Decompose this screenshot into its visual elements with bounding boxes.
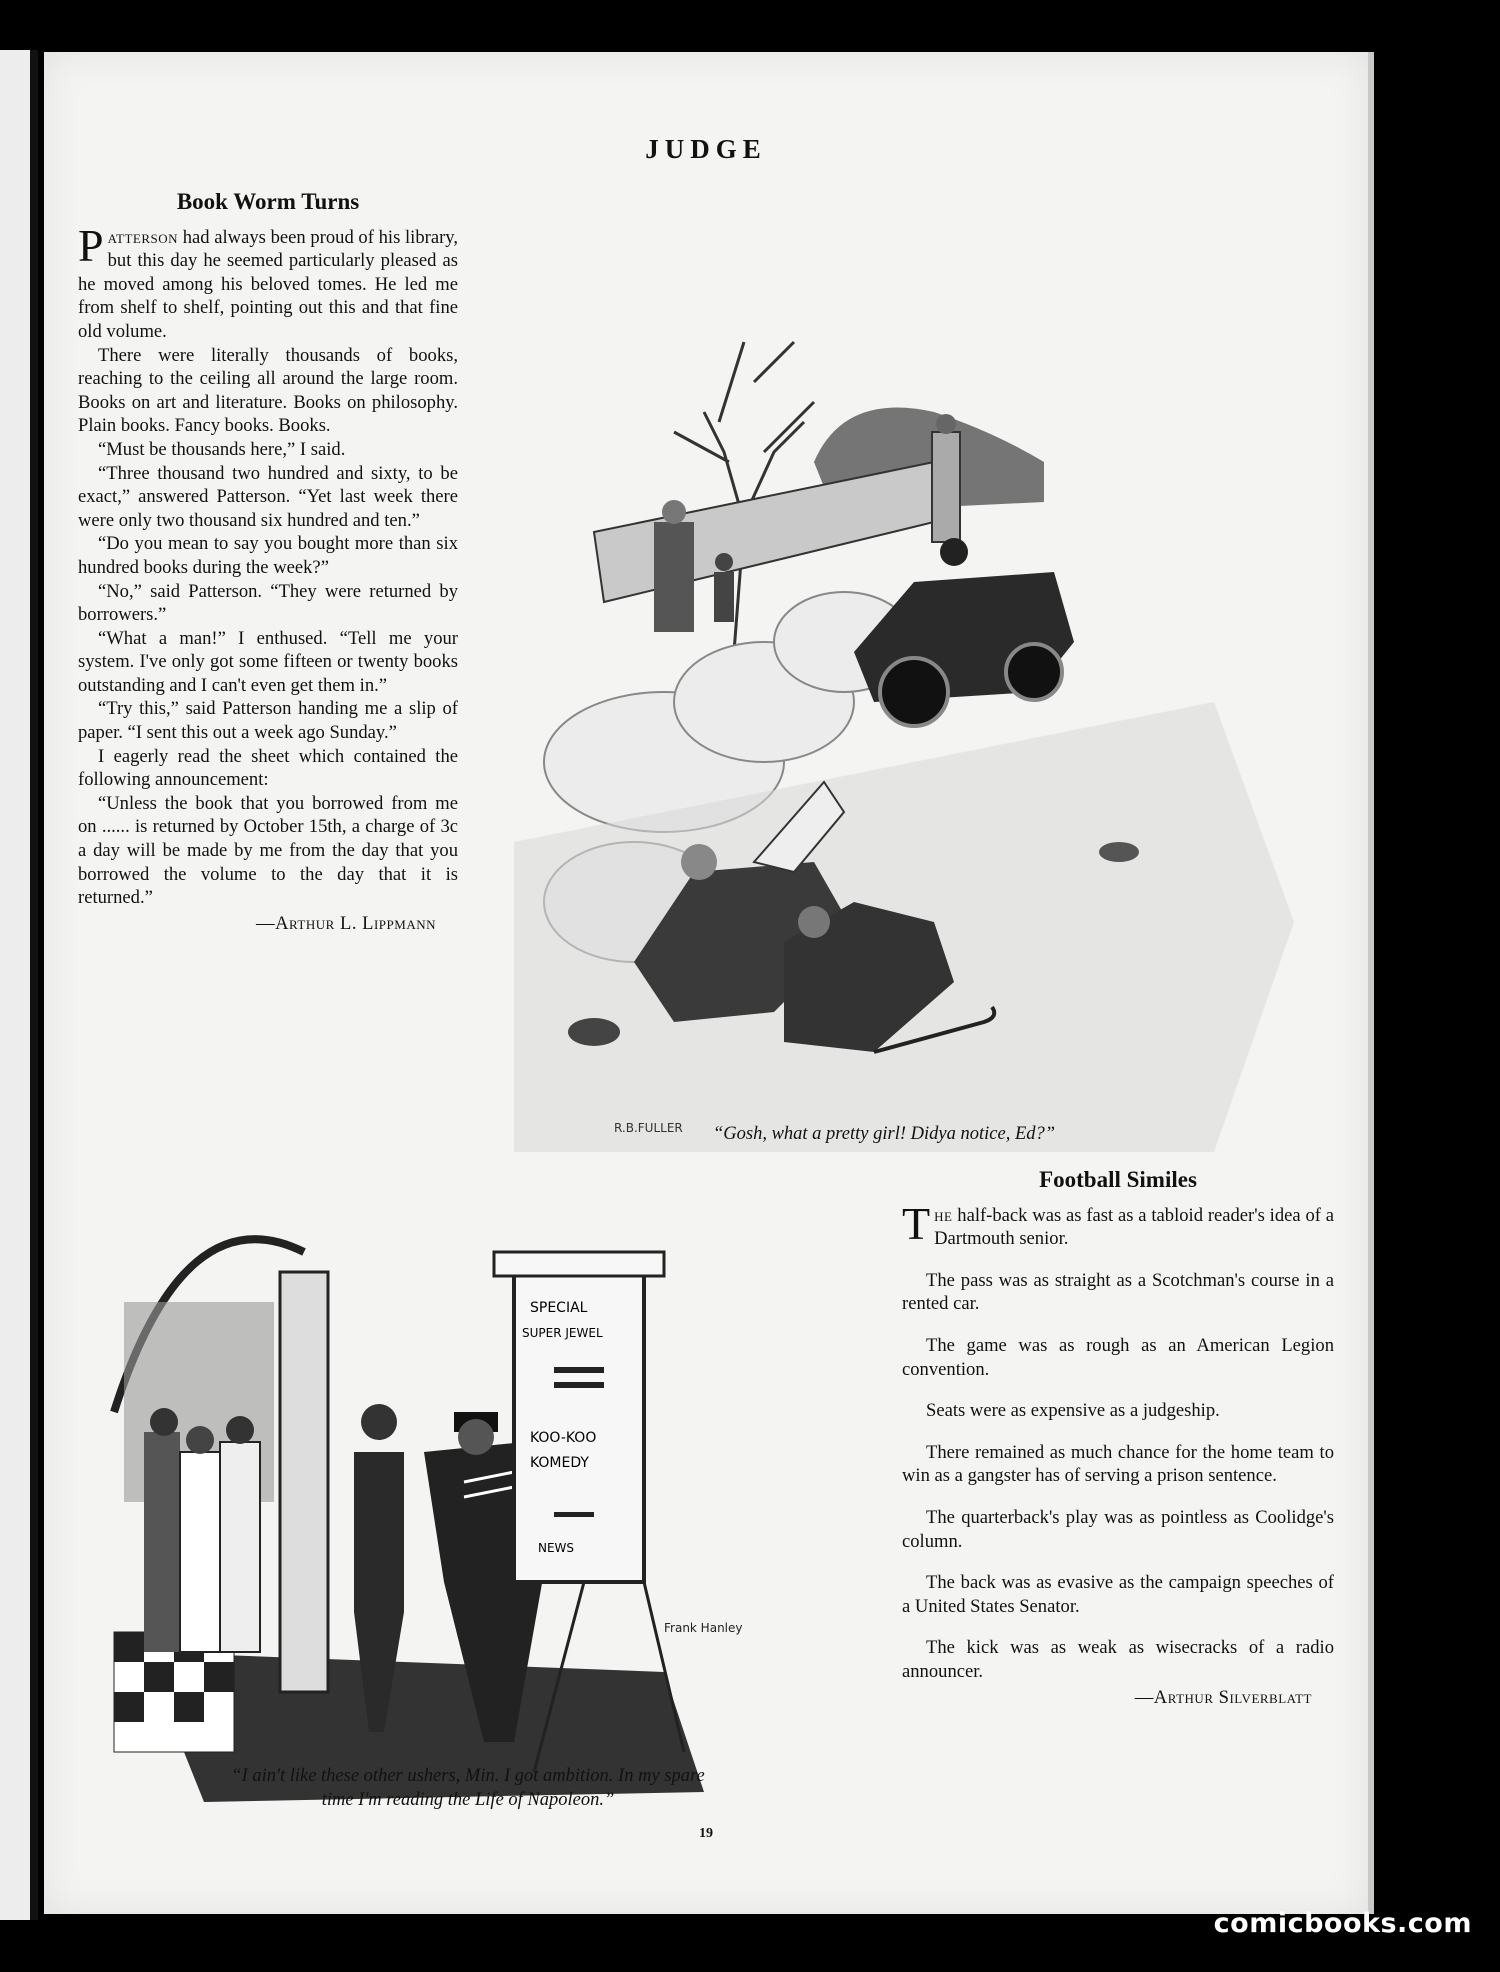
paragraph: The game was as rough as an American Legion convention.: [902, 1334, 1334, 1380]
paragraph: Seats were as expensive as a judgeship.: [926, 1400, 1220, 1422]
svg-text:NEWS: NEWS: [538, 1541, 575, 1555]
byline: —Arthur L. Lippmann: [256, 912, 436, 934]
lead-paragraph: [902, 1197, 1334, 1251]
article-headline: Football Similes: [1039, 1167, 1197, 1192]
masthead: JUDGE: [645, 134, 767, 164]
paragraph: “What a man!” I enthused. “Tell me your system. I've only got some fifteen or twenty books outstanding and I can't even get them in.”: [78, 627, 458, 696]
cartoon-illustration-car-scene: [514, 222, 1334, 1152]
magazine-page: [44, 52, 1368, 1914]
cartoon-caption: “Gosh, what a pretty girl! Didya notice, Ed?”: [712, 1124, 1056, 1144]
paragraph: “Must be thousands here,” I said.: [98, 438, 346, 460]
article-book-worm-turns: [78, 190, 458, 935]
paragraph: “Do you mean to say you bought more than six hundred books during the week?”: [78, 533, 458, 578]
caption-line: time I'm reading the Life of Napoleon.”: [321, 1790, 615, 1810]
page-number: 19: [699, 1826, 713, 1841]
byline: —Arthur Silverblatt: [1134, 1686, 1312, 1708]
facing-page-edge: [0, 50, 30, 1920]
page-edge-shadow: [1368, 52, 1374, 1914]
gate-post: [932, 432, 960, 542]
paragraph: The pass was as straight as a Scotchman's course in a rented car.: [902, 1269, 1334, 1315]
stone-wall: [594, 462, 934, 602]
svg-text:SPECIAL: SPECIAL: [530, 1300, 588, 1316]
paragraph: “Three thousand two hundred and sixty, to be exact,” answered Patterson. “Yet last week there were only two thousand six hundred and ten.”: [78, 462, 458, 531]
paragraph: I eagerly read the sheet which contained the following announcement:: [78, 745, 458, 791]
people-in-line: [144, 1408, 260, 1652]
hat-in-air: [1099, 842, 1139, 862]
column: [280, 1272, 328, 1692]
artist-signature: R.B.FULLER: [614, 1121, 683, 1135]
paragraph: The quarterback's play was as pointless as Coolidge's column.: [902, 1506, 1334, 1552]
lead-smallcaps: atterson: [107, 226, 179, 248]
drop-cap: T: [902, 1197, 931, 1249]
lead-text: had always been proud of his library, but this day he seemed particularly pleased as he moved among his beloved tomes. He led me from shelf to shelf, pointing out this and that fine old volume.: [78, 226, 458, 342]
paragraph: The back was as evasive as the campaign speeches of a United States Senator.: [902, 1572, 1334, 1617]
cartoon-illustration-usher-scene: [84, 1152, 874, 1812]
lead-text: half-back was as fast as a tabloid reader's idea of a Dartmouth senior.: [934, 1204, 1334, 1250]
caption-line: “I ain't like these other ushers, Min. I got ambition. In my spare: [231, 1766, 705, 1786]
paragraph: There remained as much chance for the home team to win as a gangster has of serving a prison sentence.: [902, 1441, 1334, 1487]
cartoon-caption: [108, 1764, 828, 1812]
paragraph: “Try this,” said Patterson handing me a slip of paper. “I sent this out a week ago Sunday.”: [78, 698, 458, 744]
article-headline: Book Worm Turns: [176, 189, 360, 214]
lead-smallcaps: he: [934, 1204, 953, 1226]
gate-post-ball: [936, 414, 956, 434]
drop-cap: P: [78, 219, 104, 271]
svg-text:KOO-KOO: KOO-KOO: [530, 1430, 597, 1446]
site-watermark: comicbooks.com: [1213, 1908, 1472, 1939]
lead-paragraph: [78, 219, 458, 344]
paragraph: The kick was as weak as wisecracks of a radio announcer.: [902, 1637, 1334, 1682]
paragraph: There were literally thousands of books, reaching to the ceiling all around the large room. Books on art and literature. Books on philosophy. Plain books. Fancy books. Books.: [78, 344, 458, 437]
page-gutter-shadow: [30, 50, 38, 1920]
artist-signature: Frank Hanley: [664, 1621, 743, 1635]
car: [854, 538, 1074, 726]
paragraph: “Unless the book that you borrowed from me on ...... is returned by October 15th, a charge of 3c a day will be made by me from the day that you borrowed the volume to the day that it is returned.”: [78, 792, 458, 909]
article-football-similes: [902, 1168, 1334, 1709]
svg-text:SUPER JEWEL: SUPER JEWEL: [522, 1326, 603, 1340]
svg-text:KOMEDY: KOMEDY: [530, 1455, 589, 1471]
hat-on-ground: [568, 1018, 620, 1046]
paragraph: “No,” said Patterson. “They were returned by borrowers.”: [78, 580, 458, 626]
